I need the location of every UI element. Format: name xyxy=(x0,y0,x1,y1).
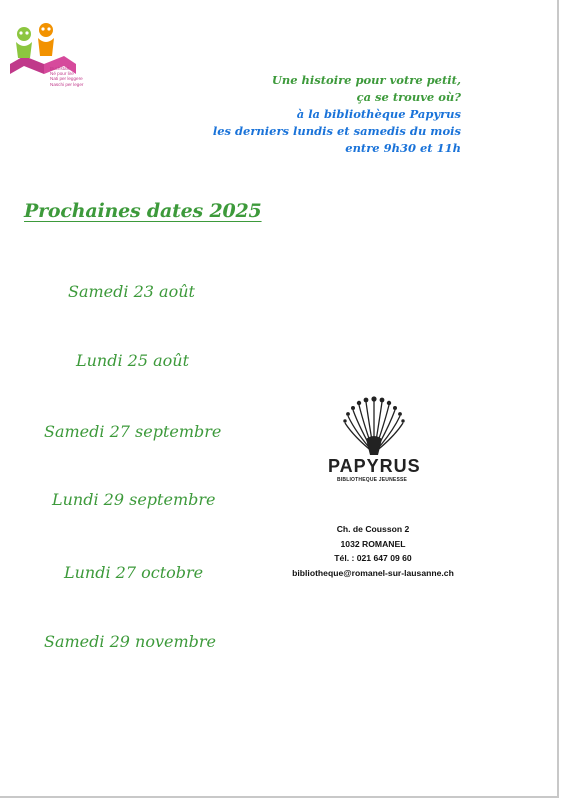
logo-line: Buchstart xyxy=(50,66,70,71)
address-phone: Tél. : 021 647 09 60 xyxy=(334,553,412,563)
logo-text xyxy=(50,66,83,87)
address-city: 1032 ROMANEL xyxy=(340,538,406,549)
date-item: Samedi 29 novembre xyxy=(44,632,217,651)
intro-text xyxy=(213,72,461,157)
intro-line: ça se trouve où? xyxy=(356,90,461,104)
section-heading: Prochaines dates 2025 xyxy=(24,200,262,222)
date-item: Lundi 25 août xyxy=(76,351,190,370)
papyrus-wordmark: PAPYRUS xyxy=(328,456,421,476)
date-item: Samedi 27 septembre xyxy=(44,422,222,441)
logo-line: Né pour lire xyxy=(50,71,74,77)
intro-line: les derniers lundis et samedis du mois xyxy=(212,124,461,138)
papyrus-plant-icon xyxy=(336,393,412,463)
buchstart-logo xyxy=(6,20,86,100)
date-item: Lundi 29 septembre xyxy=(52,490,216,509)
library-address xyxy=(268,522,478,580)
papyrus-subtitle: BIBLIOTHEQUE JEUNESSE xyxy=(337,477,408,483)
intro-line: Une histoire pour votre petit, xyxy=(271,73,461,87)
intro-line: entre 9h30 et 11h xyxy=(345,141,461,155)
address-email: bibliotheque@romanel-sur-lausanne.ch xyxy=(292,567,454,578)
logo-line: Nati per leggere xyxy=(50,76,83,82)
date-item: Samedi 23 août xyxy=(68,282,195,301)
date-item: Lundi 27 octobre xyxy=(64,563,204,582)
logo-line: Naschi per leger xyxy=(50,81,84,87)
address-street: Ch. de Cousson 2 xyxy=(336,524,410,534)
intro-line: à la bibliothèque Papyrus xyxy=(296,107,461,121)
